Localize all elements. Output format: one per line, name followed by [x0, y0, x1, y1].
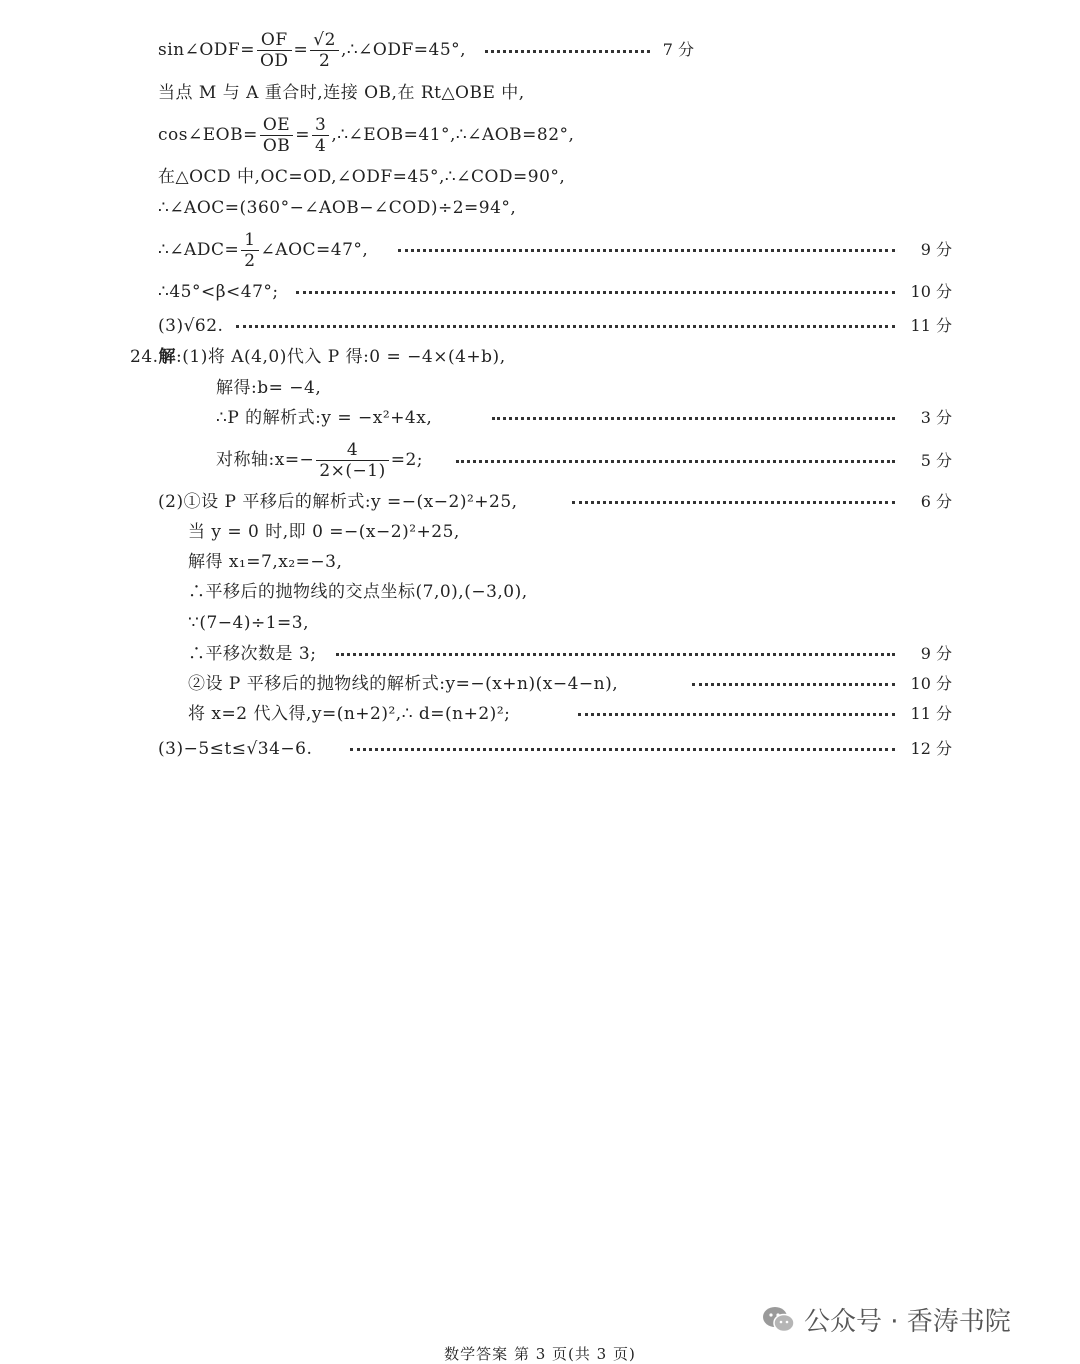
- score-line-1: 7 分: [662, 40, 694, 59]
- line-13: (2)①设 P 平移后的解析式:y =−(x−2)²+25,: [158, 492, 518, 512]
- dots-line-21: [350, 748, 895, 751]
- score-line-8: 11 分: [910, 316, 952, 335]
- l1-pre: sin∠ODF=: [158, 40, 255, 60]
- frac-1-2: [241, 230, 258, 271]
- line-5: ∴∠AOC=(360°−∠AOB−∠COD)÷2=94°,: [158, 198, 517, 218]
- score-line-18: 9 分: [920, 644, 952, 663]
- line-11: ∴P 的解析式:y = −x²+4x,: [216, 408, 433, 428]
- l6-pre: ∴∠ADC=: [158, 240, 240, 260]
- frac-den: 2: [318, 51, 331, 71]
- line-14: 当 y = 0 时,即 0 =−(x−2)²+25,: [188, 522, 460, 542]
- l3-pre: cos∠EOB=: [158, 125, 258, 145]
- line-20: 将 x=2 代入得,y=(n+2)²,∴ d=(n+2)²;: [188, 704, 511, 724]
- wechat-watermark: [762, 1301, 1011, 1338]
- line-7: ∴45°<β<47°;: [158, 282, 279, 302]
- line-17: ∵(7−4)÷1=3,: [188, 613, 309, 633]
- dots-line-20: [578, 713, 895, 716]
- frac-num: OF: [257, 30, 292, 51]
- l12-pre: 对称轴:x=−: [216, 450, 315, 470]
- frac-oe-ob: [260, 115, 293, 156]
- score-line-12: 5 分: [920, 451, 952, 470]
- frac-den: 4: [315, 136, 327, 156]
- l3-post: ,∴∠EOB=41°,∴∠AOB=82°,: [331, 125, 575, 145]
- frac-num: √2: [310, 30, 339, 51]
- frac-num: 3: [312, 115, 329, 136]
- question-number: 24.: [130, 347, 159, 367]
- line-1: [158, 28, 466, 72]
- frac-of-od: [257, 30, 292, 71]
- frac-axis: [316, 440, 388, 481]
- dots-line-7: [296, 291, 895, 294]
- line-10: 解得:b= −4,: [216, 378, 322, 398]
- line-6: [158, 228, 368, 272]
- score-line-11: 3 分: [920, 408, 952, 427]
- line-18: ∴平移次数是 3;: [188, 644, 317, 664]
- l6-post: ∠AOC=47°,: [260, 240, 369, 260]
- frac-num: OE: [260, 115, 293, 136]
- line-4: 在△OCD 中,OC=OD,∠ODF=45°,∴∠COD=90°,: [158, 167, 566, 187]
- score-line-7: 10 分: [910, 282, 952, 301]
- frac-den: 2×(−1): [319, 461, 386, 481]
- dots-line-18: [336, 653, 895, 656]
- l1-post: ,∴∠ODF=45°,: [340, 40, 467, 60]
- frac-den: OD: [259, 51, 289, 71]
- l12-post: =2;: [390, 450, 423, 470]
- score-line-21: 12 分: [910, 739, 952, 758]
- frac-num: 1: [241, 230, 258, 251]
- line-16: ∴平移后的抛物线的交点坐标(7,0),(−3,0),: [188, 582, 528, 602]
- line-19: ②设 P 平移后的抛物线的解析式:y=−(x+n)(x−4−n),: [188, 674, 619, 694]
- l1-eq: =: [293, 40, 309, 60]
- l3-eq: =: [295, 125, 310, 145]
- line-3: [158, 113, 574, 157]
- dots-line-13: [572, 501, 895, 504]
- solution-label: 解: [158, 347, 177, 367]
- frac-root2: [310, 30, 339, 71]
- dots-line-1: [485, 50, 650, 53]
- score-line-19: 10 分: [910, 674, 952, 693]
- frac-den: 2: [244, 251, 256, 271]
- score-line-20: 11 分: [910, 704, 952, 723]
- watermark-text: 公众号 · 香涛书院: [804, 1307, 1011, 1337]
- line-2: 当点 M 与 A 重合时,连接 OB,在 Rt△OBE 中,: [158, 83, 525, 103]
- dots-line-6: [398, 249, 895, 252]
- frac-3-4: [312, 115, 329, 156]
- line-12: [216, 438, 423, 482]
- dots-line-8: [236, 325, 895, 328]
- frac-num: 4: [316, 440, 388, 461]
- line-15: 解得 x₁=7,x₂=−3,: [188, 552, 343, 572]
- dots-line-11: [492, 417, 895, 420]
- dots-line-19: [692, 683, 895, 686]
- line-21: (3)−5≤t≤√34−6.: [158, 739, 313, 759]
- line-8: (3)√62.: [158, 316, 224, 336]
- score-line-6: 9 分: [920, 240, 952, 259]
- line-9: [130, 346, 506, 368]
- score-line-13: 6 分: [920, 492, 952, 511]
- wechat-icon: [762, 1305, 796, 1335]
- frac-den: OB: [262, 136, 291, 156]
- dots-line-12: [456, 460, 895, 463]
- l9-text: :(1)将 A(4,0)代入 P 得:0 = −4×(4+b),: [176, 347, 506, 367]
- page-footer: 数学答案 第 3 页(共 3 页): [444, 1345, 636, 1363]
